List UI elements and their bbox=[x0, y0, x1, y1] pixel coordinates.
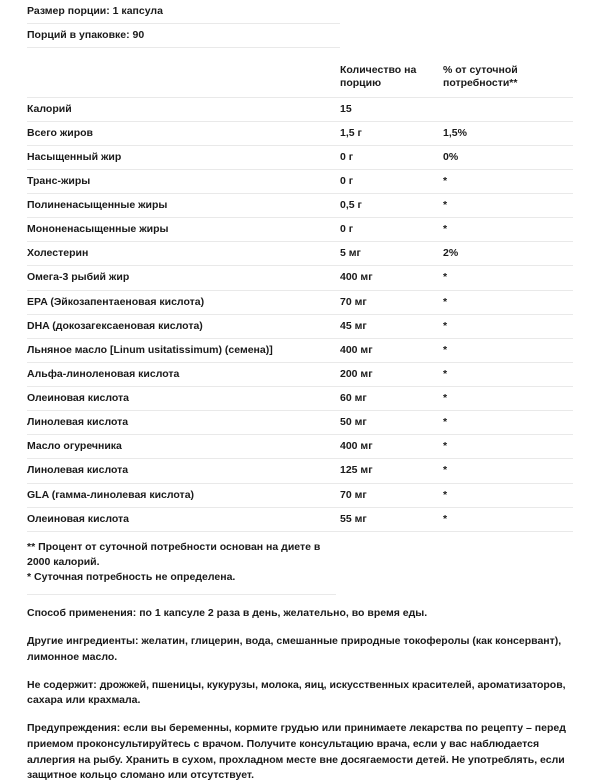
table-row bbox=[27, 362, 573, 386]
nutrient-name: DHA (докозагексаеновая кислота) bbox=[27, 314, 340, 338]
nutrient-amount: 400 мг bbox=[340, 266, 443, 290]
nutrient-daily-value: 1,5% bbox=[443, 121, 573, 145]
nutrient-daily-value: * bbox=[443, 362, 573, 386]
product-notes bbox=[27, 595, 573, 784]
nutrient-daily-value: * bbox=[443, 290, 573, 314]
table-row bbox=[27, 314, 573, 338]
table-row bbox=[27, 169, 573, 193]
nutrient-amount: 55 мг bbox=[340, 507, 443, 531]
nutrient-daily-value: * bbox=[443, 387, 573, 411]
servings-spacer-dv bbox=[443, 24, 573, 48]
serving-size-spacer-amount bbox=[340, 0, 443, 24]
nutrient-daily-value: * bbox=[443, 266, 573, 290]
nutrient-amount: 0 г bbox=[340, 218, 443, 242]
nutrient-daily-value: * bbox=[443, 435, 573, 459]
nutrient-name: EPA (Эйкозапентаеновая кислота) bbox=[27, 290, 340, 314]
nutrient-name: GLA (гамма-линолевая кислота) bbox=[27, 483, 340, 507]
table-spacer-row bbox=[27, 48, 573, 59]
table-row bbox=[27, 290, 573, 314]
column-header-amount: Количество на порцию bbox=[340, 58, 443, 97]
serving-size-spacer-dv bbox=[443, 0, 573, 24]
spacer-cell-amount bbox=[340, 48, 443, 59]
nutrient-amount: 400 мг bbox=[340, 435, 443, 459]
nutrient-name: Олеиновая кислота bbox=[27, 387, 340, 411]
nutrient-amount: 125 мг bbox=[340, 459, 443, 483]
nutrient-amount: 0,5 г bbox=[340, 194, 443, 218]
free-from-text: Не содержит: дрожжей, пшеницы, кукурузы, молока, яиц, искусственных красителей, ароматизаторов, сахара или крахмала. bbox=[27, 678, 566, 707]
other-ingredients-text: Другие ингредиенты: желатин, глицерин, вода, смешанные природные токоферолы (как консервант), лимонное масло. bbox=[27, 635, 562, 663]
nutrient-name: Линолевая кислота bbox=[27, 411, 340, 435]
table-row bbox=[27, 411, 573, 435]
table-row bbox=[27, 218, 573, 242]
nutrient-name: Холестерин bbox=[27, 242, 340, 266]
nutrient-daily-value: 0% bbox=[443, 145, 573, 169]
column-header-name bbox=[27, 58, 340, 97]
nutrient-daily-value: * bbox=[443, 507, 573, 531]
nutrient-daily-value: 2% bbox=[443, 242, 573, 266]
table-row bbox=[27, 266, 573, 290]
table-row bbox=[27, 507, 573, 531]
directions-text: Способ применения: по 1 капсуле 2 раза в день, желательно, во время еды. bbox=[27, 607, 428, 620]
table-row bbox=[27, 194, 573, 218]
nutrient-amount: 400 мг bbox=[340, 338, 443, 362]
nutrient-name: Транс-жиры bbox=[27, 169, 340, 193]
nutrient-daily-value: * bbox=[443, 459, 573, 483]
nutrient-daily-value: * bbox=[443, 483, 573, 507]
nutrient-amount: 60 мг bbox=[340, 387, 443, 411]
column-header-daily-value: % от суточной потребности** bbox=[443, 58, 573, 97]
table-row bbox=[27, 121, 573, 145]
table-row bbox=[27, 242, 573, 266]
nutrient-daily-value: * bbox=[443, 218, 573, 242]
supplement-facts-body bbox=[27, 0, 573, 531]
supplement-facts-table bbox=[27, 0, 573, 532]
nutrient-name: Калорий bbox=[27, 97, 340, 121]
nutrient-amount: 15 bbox=[340, 97, 443, 121]
nutrient-name: Всего жиров bbox=[27, 121, 340, 145]
nutrient-name: Олеиновая кислота bbox=[27, 507, 340, 531]
table-row bbox=[27, 145, 573, 169]
nutrient-daily-value: * bbox=[443, 338, 573, 362]
footnotes-block bbox=[27, 532, 336, 596]
table-row bbox=[27, 338, 573, 362]
nutrient-name: Линолевая кислота bbox=[27, 459, 340, 483]
table-row bbox=[27, 459, 573, 483]
nutrient-amount: 45 мг bbox=[340, 314, 443, 338]
column-header-row bbox=[27, 58, 573, 97]
nutrient-amount: 70 мг bbox=[340, 290, 443, 314]
nutrient-name: Масло огуречника bbox=[27, 435, 340, 459]
nutrient-amount: 50 мг bbox=[340, 411, 443, 435]
nutrient-name: Льняное масло [Linum usitatissimum) (семена)] bbox=[27, 338, 340, 362]
nutrient-amount: 0 г bbox=[340, 145, 443, 169]
nutrient-daily-value: * bbox=[443, 169, 573, 193]
nutrient-amount: 5 мг bbox=[340, 242, 443, 266]
spacer-cell-name bbox=[27, 48, 340, 59]
footnote-daily-value-basis: ** Процент от суточной потребности основан на диете в 2000 калорий. bbox=[27, 540, 321, 568]
nutrient-daily-value: * bbox=[443, 314, 573, 338]
warnings-text: Предупреждения: если вы беременны, кормите грудью или принимаете лекарства по рецепту – перед приемом проконсультируйтесь с врачом. Получите консультацию врача, если у вас наблюдается аллергия на рыбу. Хранить в сухом, прохладном месте вне досягаемости детей. Не употреблять, если защитное кольцо сломано или отсутствует. bbox=[27, 722, 566, 782]
nutrient-amount: 1,5 г bbox=[340, 121, 443, 145]
servings-per-container-label: Порций в упаковке: 90 bbox=[27, 24, 340, 48]
nutrient-name: Насыщенный жир bbox=[27, 145, 340, 169]
serving-size-row bbox=[27, 0, 573, 24]
nutrient-name: Альфа-линоленовая кислота bbox=[27, 362, 340, 386]
serving-size-label: Размер порции: 1 капсула bbox=[27, 0, 340, 24]
nutrient-amount: 70 мг bbox=[340, 483, 443, 507]
servings-spacer-amount bbox=[340, 24, 443, 48]
table-row bbox=[27, 483, 573, 507]
footnote-not-established: * Суточная потребность не определена. bbox=[27, 571, 236, 584]
nutrient-daily-value bbox=[443, 97, 573, 121]
nutrient-name: Полиненасыщенные жиры bbox=[27, 194, 340, 218]
spacer-cell-dv bbox=[443, 48, 573, 59]
table-row bbox=[27, 97, 573, 121]
nutrient-name: Мононенасыщенные жиры bbox=[27, 218, 340, 242]
nutrient-daily-value: * bbox=[443, 194, 573, 218]
table-row bbox=[27, 435, 573, 459]
nutrient-amount: 0 г bbox=[340, 169, 443, 193]
nutrient-amount: 200 мг bbox=[340, 362, 443, 386]
nutrient-daily-value: * bbox=[443, 411, 573, 435]
servings-per-container-row bbox=[27, 24, 573, 48]
table-row bbox=[27, 387, 573, 411]
nutrient-name: Омега-3 рыбий жир bbox=[27, 266, 340, 290]
